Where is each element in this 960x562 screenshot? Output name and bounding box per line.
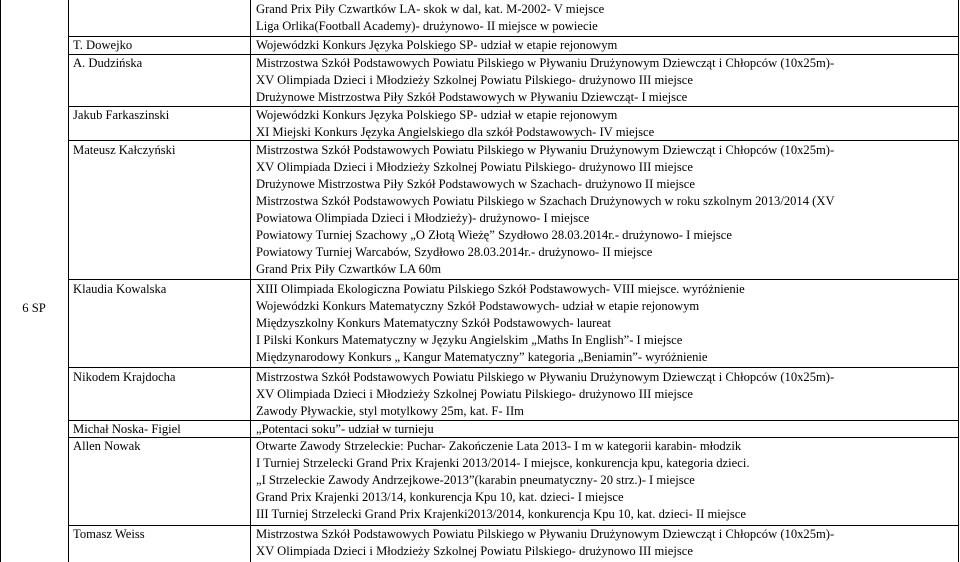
achievement-line: Grand Prix Krajenki 2013/14, konkurencja Kpu 10, kat. dzieci- I miejsce bbox=[256, 490, 624, 504]
achievement-line: Międzyszkolny Konkurs Matematyczny Szkół Podstawowych- laureat bbox=[256, 316, 611, 330]
student-name: T. Dowejko bbox=[73, 38, 133, 52]
achievement-line: Powiatowy Turniej Szachowy „O Złotą Wieżę” Szydłowo 28.03.2014r.- drużynowo- I miejsce bbox=[256, 228, 732, 242]
achievement-line: Wojewódzki Konkurs Matematyczny Szkół Podstawowych- udział w etapie rejonowym bbox=[256, 299, 700, 313]
achievement-line: Wojewódzki Konkurs Języka Polskiego SP- udział w etapie rejonowym bbox=[256, 38, 618, 52]
student-name: Jakub Farkaszinski bbox=[73, 108, 170, 122]
table-divider-class bbox=[68, 0, 69, 562]
student-name: Nikodem Krajdocha bbox=[73, 370, 176, 384]
achievement-line: XV Olimpiada Dzieci i Młodzieży Szkolnej Powiatu Pilskiego- drużynowo III miejsce bbox=[256, 544, 693, 558]
achievement-line: „Potentaci soku”- udział w turnieju bbox=[256, 422, 434, 436]
achievement-line: XI Miejski Konkurs Języka Angielskiego dla szkół Podstawowych- IV miejsce bbox=[256, 125, 655, 139]
achievement-line: XV Olimpiada Dzieci i Młodzieży Szkolnej Powiatu Pilskiego- drużynowo III miejsce bbox=[256, 160, 693, 174]
student-name: Michał Noska- Figiel bbox=[73, 422, 181, 436]
achievement-line: Powiatowy Turniej Warcabów, Szydłowo 28.03.2014r.- drużynowo- II miejsce bbox=[256, 245, 653, 259]
table-border-right bbox=[958, 0, 959, 562]
student-name: Klaudia Kowalska bbox=[73, 282, 167, 296]
achievement-line: III Turniej Strzelecki Grand Prix Krajenki2013/2014, konkurencja Kpu 10, kat. dzieci- II miejsce bbox=[256, 507, 746, 521]
achievement-line: I Turniej Strzelecki Grand Prix Krajenki 2013/2014- I miejsce, konkurencja kpu, kategoria dzieci. bbox=[256, 456, 750, 470]
achievement-line: Międzynarodowy Konkurs „ Kangur Matematyczny” kategoria „Beniamin”- wyróżnienie bbox=[256, 350, 708, 364]
achievement-line: XV Olimpiada Dzieci i Młodzieży Szkolnej Powiatu Pilskiego- drużynowo III miejsce bbox=[256, 73, 693, 87]
achievement-line: Liga Orlika(Football Academy)- drużynowo- II miejsce w powiecie bbox=[256, 19, 598, 33]
table-divider-name bbox=[250, 0, 251, 562]
achievement-line: Mistrzostwa Szkół Podstawowych Powiatu Pilskiego w Pływaniu Drużynowym Dziewcząt i Chłopców (10x25m)- bbox=[256, 370, 835, 384]
achievement-line: Powiatowa Olimpiada Dzieci i Młodzieży)- drużynowo- I miejsce bbox=[256, 211, 590, 225]
achievement-line: Otwarte Zawody Strzeleckie: Puchar- Zakończenie Lata 2013- I m w kategorii karabin- młodzik bbox=[256, 439, 742, 453]
achievement-line: XV Olimpiada Dzieci i Młodzieży Szkolnej Powiatu Pilskiego- drużynowo III miejsce bbox=[256, 387, 693, 401]
achievement-line: „I Strzeleckie Zawody Andrzejkowe-2013”(karabin pneumatyczny- 20 strz.)- I miejsce bbox=[256, 473, 695, 487]
achievement-line: Drużynowe Mistrzostwa Piły Szkół Podstawowych w Szachach- drużynowo II miejsce bbox=[256, 177, 695, 191]
achievement-line: Drużynowe Mistrzostwa Piły Szkół Podstawowych w Pływaniu Dziewcząt- I miejsce bbox=[256, 90, 688, 104]
achievement-line: Mistrzostwa Szkół Podstawowych Powiatu Pilskiego w Szachach Drużynowych w roku szkolnym 2013/2014 (XV bbox=[256, 194, 835, 208]
achievement-line: I Pilski Konkurs Matematyczny w Języku Angielskim „Maths In English”- I miejsce bbox=[256, 333, 683, 347]
student-name: Tomasz Weiss bbox=[73, 527, 145, 541]
row-separator bbox=[68, 367, 959, 368]
achievement-line: Mistrzostwa Szkół Podstawowych Powiatu Pilskiego w Pływaniu Drużynowym Dziewcząt i Chłopców (10x25m)- bbox=[256, 143, 835, 157]
row-separator bbox=[68, 420, 959, 421]
class-label: 6 SP bbox=[22, 301, 46, 315]
student-name: A. Dudzińska bbox=[73, 56, 143, 70]
achievement-line: Wojewódzki Konkurs Języka Polskiego SP- udział w etapie rejonowym bbox=[256, 108, 618, 122]
achievement-line: Grand Prix Piły Czwartków LA 60m bbox=[256, 262, 442, 276]
student-name: Allen Nowak bbox=[73, 439, 141, 453]
achievement-line: Mistrzostwa Szkół Podstawowych Powiatu Pilskiego w Pływaniu Drużynowym Dziewcząt i Chłopców (10x25m)- bbox=[256, 56, 835, 70]
row-separator bbox=[68, 279, 959, 280]
achievement-line: Zawody Pływackie, styl motylkowy 25m, kat. F- IIm bbox=[256, 404, 524, 418]
achievement-line: Mistrzostwa Szkół Podstawowych Powiatu Pilskiego w Pływaniu Drużynowym Dziewcząt i Chłopców (10x25m)- bbox=[256, 527, 835, 541]
table-border-left bbox=[0, 0, 1, 562]
achievement-line: XIII Olimpiada Ekologiczna Powiatu Pilskiego Szkół Podstawowych- VIII miejsce. wyróżnienie bbox=[256, 282, 745, 296]
achievement-line: Grand Prix Piły Czwartków LA- skok w dal, kat. M-2002- V miejsce bbox=[256, 2, 605, 16]
student-name: Mateusz Kałczyński bbox=[73, 143, 176, 157]
